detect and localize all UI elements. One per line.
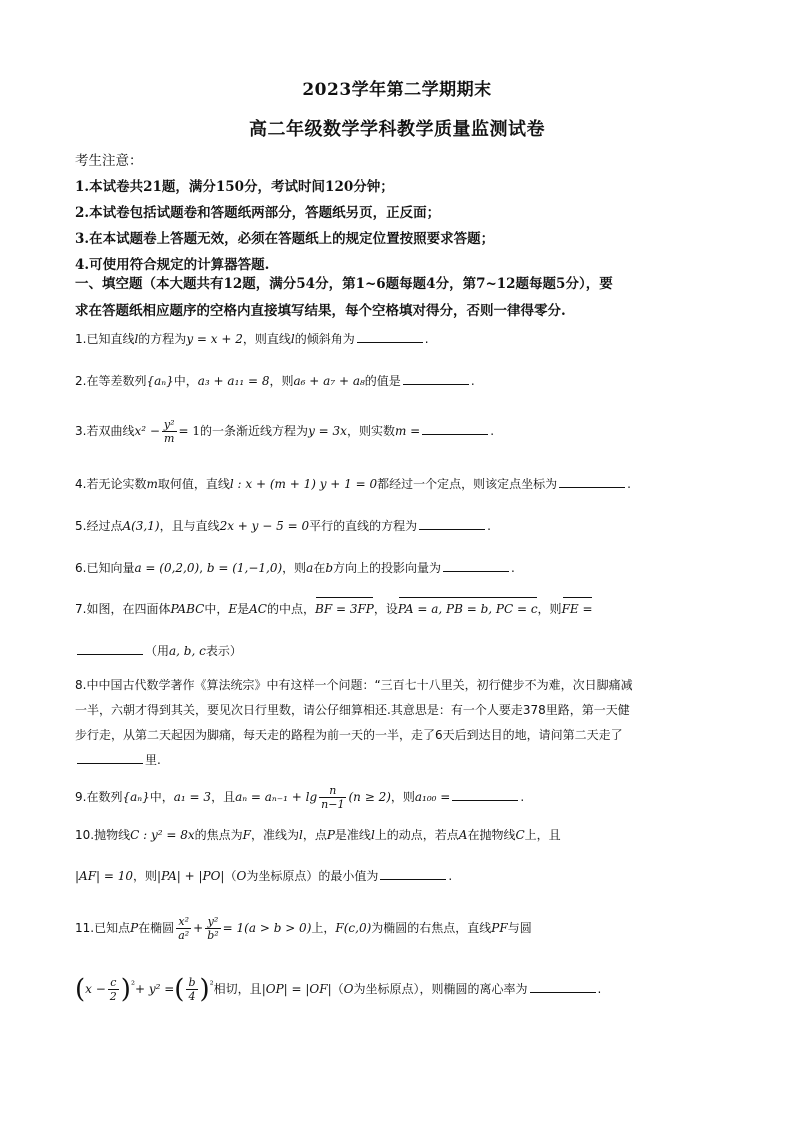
exam-title-line1: 2023学年第二学期期末 (302, 80, 492, 100)
fraction: $\frac{\text{x²}}{\text{a²}}$ (178, 915, 190, 942)
question-7-cont: （用a, b, c表示） (75, 640, 725, 662)
question-5: 5.经过点A(3,1)，且与直线2x + y − 5 = 0平行的直线的方程为 . (75, 515, 725, 537)
question-6: 6.已知向量a = (0,2,0), b = (1,−1,0)，则a在b方向上的投影向量为 . (75, 557, 725, 579)
fraction: $\frac{\text{y²}}{m}$ (163, 418, 175, 445)
question-11: 11.已知点P在椭圆 $\frac{\text{x²}}{\text{a²}}$ + $\frac{\text{y²}}{\text{b²}}$ = 1(a > b > 0)上，F(c,0)为椭圆的右焦点，直线PF与圆 (75, 915, 532, 942)
question-4: 4.若无论实数m取何值，直线l : x + (m + 1) y + 1 = 0都经过一个定点，则该定点坐标为 . (75, 473, 725, 495)
section-1-instructions (75, 271, 725, 325)
answer-blank-1[interactable] (357, 328, 423, 343)
question-7: 7.如图，在四面体PABC中，E是AC的中点，BF = 3FP，设PA = a, PB = b, PC = c，则FE = (75, 598, 725, 620)
answer-blank-4[interactable] (559, 473, 625, 488)
fraction: $\frac{\text{y²}}{\text{b²}}$ (207, 915, 219, 942)
note-item-4: 4.可使用符合规定的计算器答题. (75, 257, 270, 273)
candidate-notes (75, 148, 725, 278)
note-item-2: 2.本试卷包括试题卷和答题纸两部分，答题纸另页，正反面； (75, 205, 441, 221)
answer-blank-10[interactable] (380, 865, 446, 880)
section-1-line1: 一、填空题（本大题共有12题，满分54分，第1~6题每题4分，第7~12题每题5分），要 (75, 276, 613, 292)
exam-title-line2: 高二年级数学学科教学质量监测试卷 (249, 119, 545, 140)
answer-blank-11[interactable] (530, 978, 596, 993)
notes-heading: 考生注意： (75, 153, 143, 169)
question-2: 2.在等差数列{aₙ}中，a₃ + a₁₁ = 8，则a₆ + a₇ + a₈的值是 . (75, 370, 725, 392)
answer-blank-7[interactable] (77, 640, 143, 655)
question-11-cont: (x − $\frac{c}{2}$ )$^{^2}$+ y² =( $\frac{b}{4}$ )$^{^2}$相切，且|OP| = |OF|（O为坐标原点），则椭圆的离心率为 . (75, 974, 602, 1005)
note-item-1: 1.本试卷共21题，满分150分，考试时间120分钟； (75, 179, 394, 195)
question-10: 10.抛物线C : y² = 8x的焦点为F，准线为l，点P是准线l上的动点，若点A在抛物线C上，且 (75, 828, 561, 842)
section-1-line2: 求在答题纸相应题序的空格内直接填写结果，每个空格填对得分，否则一律得零分. (75, 303, 566, 319)
question-9: 9.在数列{aₙ}中，a₁ = 3，且aₙ = aₙ₋₁ + lg $\frac{n}{n-1}$ (n ≥ 2)，则a₁₀₀ = . (75, 784, 525, 811)
answer-blank-2[interactable] (403, 370, 469, 385)
question-1: 1.已知直线l的方程为y = x + 2，则直线l的倾斜角为 . (75, 328, 725, 350)
question-10-cont: |AF| = 10，则|PA| + |PO|（O为坐标原点）的最小值为 . (75, 865, 725, 887)
answer-blank-5[interactable] (419, 515, 485, 530)
note-item-3: 3.在本试题卷上答题无效，必须在答题纸上的规定位置按照要求答题； (75, 231, 495, 247)
fraction: $\frac{c}{2}$ (109, 976, 117, 1003)
fraction: $\frac{n}{n-1}$ (321, 784, 345, 811)
answer-blank-6[interactable] (443, 557, 509, 572)
fraction: $\frac{b}{4}$ (188, 976, 196, 1003)
answer-blank-3[interactable] (422, 420, 488, 435)
question-3: 3.若双曲线x² − $\frac{\text{y²}}{m}$ = 1的一条渐近线方程为y = 3x，则实数m = . (75, 418, 495, 445)
answer-blank-9[interactable] (452, 786, 518, 801)
question-8: 8.中中国古代数学著作《算法统宗》中有这样一个问题：“三百七十八里关，初行健步不为难，次日脚痛减 一半，六朝才得到其关，要见次日行里数，请公仔细算相还.其意思是：有一个人要走378里路，第一天健 步行走，从第二天起因为脚痛，每天走的路程为前一天的一半，走了6天后到达目的地，请问第二天走了 里. (75, 678, 633, 767)
answer-blank-8[interactable] (77, 749, 143, 764)
